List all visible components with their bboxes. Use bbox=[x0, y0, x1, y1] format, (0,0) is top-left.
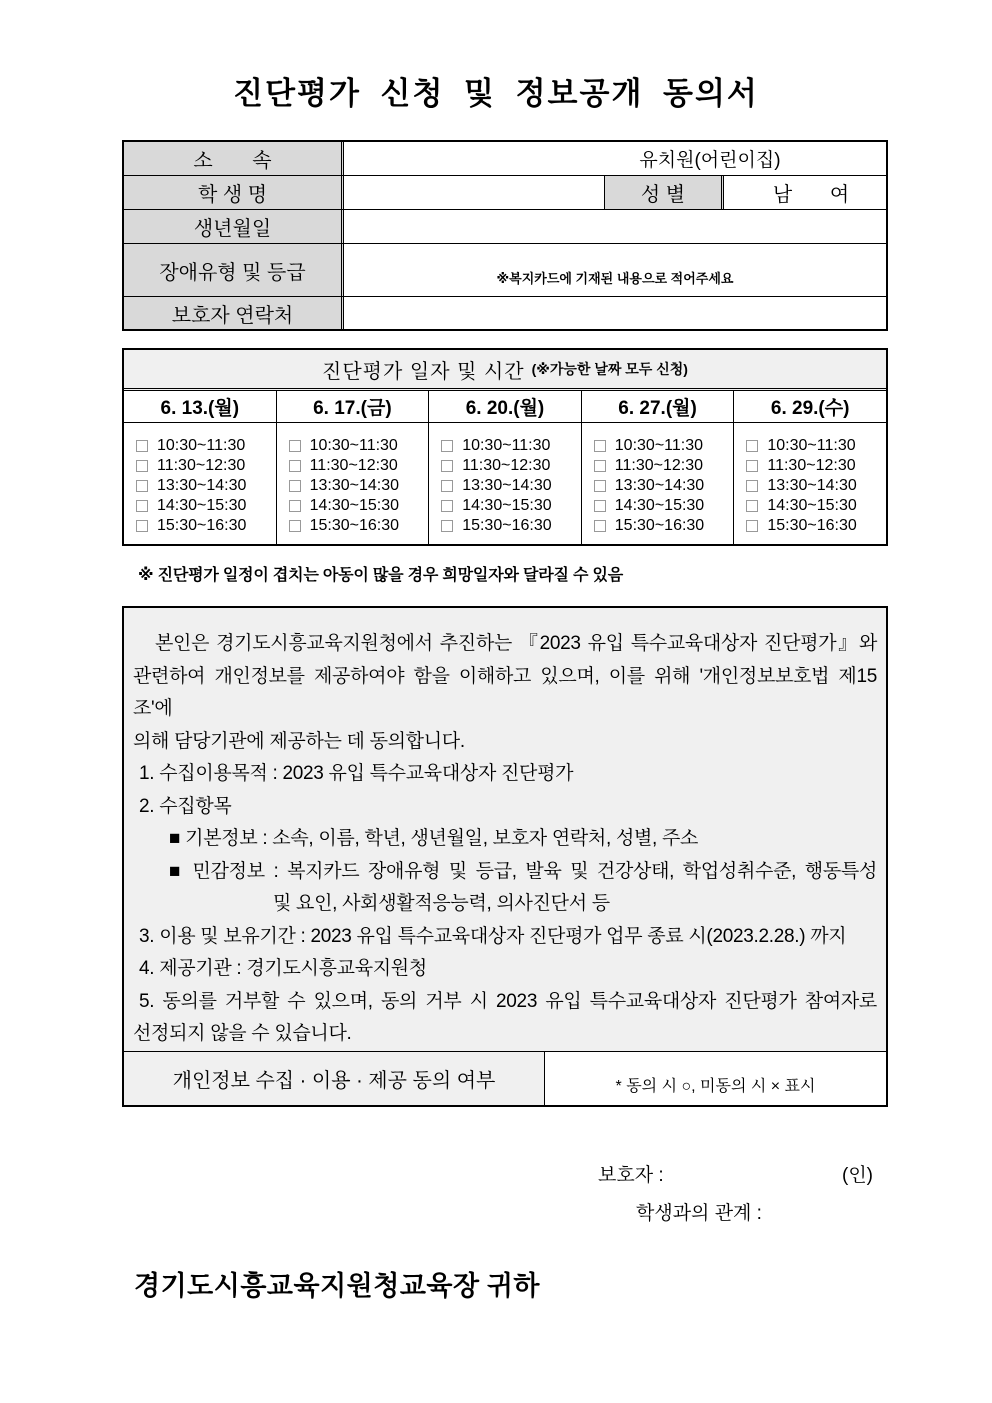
time-slot bbox=[746, 516, 886, 536]
affiliation-label: 소 속 bbox=[124, 142, 344, 175]
time-slot-checkbox[interactable] bbox=[441, 520, 453, 532]
date-header: 6. 13.(월) bbox=[124, 391, 276, 423]
time-slot-label: 11:30~12:30 bbox=[614, 457, 704, 474]
time-slot bbox=[746, 456, 886, 476]
consent-line: 4. 제공기관 : 경기도시흥교육지원청 bbox=[139, 958, 427, 979]
time-slot bbox=[136, 516, 276, 536]
consent-line: 의해 담당기관에 제공하는 데 동의합니다. bbox=[133, 730, 465, 752]
consent-line: 1. 수집이용목적 : 2023 유입 특수교육대상자 진단평가 bbox=[139, 763, 574, 784]
time-slot-list bbox=[429, 423, 581, 544]
consent-line: 본인은 경기도시흥교육지원청에서 추진하는 『2023 유입 특수교육대상자 진단평가』와 bbox=[155, 633, 877, 654]
schedule-columns bbox=[124, 391, 886, 544]
time-slot-label: 10:30~11:30 bbox=[614, 437, 704, 454]
recipient-line: 경기도시흥교육지원청교육장 귀하 bbox=[134, 1271, 540, 1301]
time-slot-label: 15:30~16:30 bbox=[462, 517, 552, 534]
time-slot-checkbox[interactable] bbox=[746, 460, 758, 472]
consent-line: 2. 수집항목 bbox=[139, 795, 232, 817]
time-slot-checkbox[interactable] bbox=[289, 520, 301, 532]
birth-date-row bbox=[124, 209, 886, 243]
time-slot-checkbox[interactable] bbox=[289, 480, 301, 492]
time-slot-label: 14:30~15:30 bbox=[462, 497, 552, 514]
time-slot-label: 15:30~16:30 bbox=[309, 517, 400, 534]
time-slot-checkbox[interactable] bbox=[136, 500, 148, 512]
time-slot bbox=[289, 476, 429, 496]
time-slot-label: 15:30~16:30 bbox=[614, 517, 705, 534]
schedule-column-4 bbox=[581, 391, 734, 544]
time-slot-label: 15:30~16:30 bbox=[157, 517, 247, 534]
guardian-contact-row bbox=[124, 296, 886, 329]
time-slot-checkbox[interactable] bbox=[289, 440, 301, 452]
time-slot bbox=[594, 436, 734, 456]
time-slot-label: 10:30~11:30 bbox=[309, 437, 398, 454]
time-slot-checkbox[interactable] bbox=[136, 480, 148, 492]
sex-label: 성 별 bbox=[604, 176, 724, 209]
consent-line: 5. 동의를 거부할 수 있으며, 동의 거부 시 2023 유입 특수교육대상자 진단평가 참여자로 bbox=[139, 990, 877, 1012]
student-name-row bbox=[124, 175, 886, 209]
time-slot-label: 11:30~12:30 bbox=[309, 457, 398, 474]
student-name-field[interactable] bbox=[344, 176, 604, 209]
sex-field bbox=[724, 176, 886, 209]
time-slot-checkbox[interactable] bbox=[594, 480, 606, 492]
time-slot-checkbox[interactable] bbox=[289, 500, 301, 512]
time-slot-list bbox=[734, 423, 886, 544]
time-slot-label: 10:30~11:30 bbox=[462, 437, 551, 454]
consent-line: 선정되지 않을 수 있습니다. bbox=[133, 1023, 352, 1044]
time-slot bbox=[136, 456, 276, 476]
time-slot-checkbox[interactable] bbox=[746, 500, 758, 512]
time-slot bbox=[594, 456, 734, 476]
time-slot-label: 13:30~14:30 bbox=[767, 477, 857, 494]
schedule-table bbox=[122, 348, 888, 546]
time-slot-checkbox[interactable] bbox=[746, 480, 758, 492]
date-header: 6. 29.(수) bbox=[734, 391, 886, 423]
time-slot bbox=[746, 496, 886, 516]
guardian-signature-label: 보호자 : bbox=[598, 1165, 664, 1186]
time-slot-checkbox[interactable] bbox=[441, 440, 453, 452]
student-name-label: 학 생 명 bbox=[124, 176, 344, 209]
time-slot bbox=[289, 456, 429, 476]
page-title: 진단평가 신청 및 정보공개 동의서 bbox=[233, 76, 759, 111]
schedule-title: 진단평가 일자 및 시간 bbox=[322, 360, 525, 383]
time-slot bbox=[136, 436, 276, 456]
time-slot bbox=[289, 496, 429, 516]
time-slot bbox=[441, 496, 581, 516]
time-slot bbox=[594, 516, 734, 536]
disability-label: 장애유형 및 등급 bbox=[124, 244, 344, 296]
time-slot-label: 14:30~15:30 bbox=[309, 497, 400, 514]
consent-line: ■ 기본정보 : 소속, 이름, 학년, 생년월일, 보호자 연락처, 성별, 주소 bbox=[169, 828, 699, 849]
consent-line: 관련하여 개인정보를 제공하여야 함을 이해하고 있으며, 이를 위해 '개인정보보호법 제15조'에 bbox=[133, 665, 877, 719]
affiliation-row bbox=[124, 142, 886, 175]
time-slot-label: 10:30~11:30 bbox=[767, 437, 856, 454]
time-slot-list bbox=[277, 423, 429, 544]
time-slot bbox=[441, 476, 581, 496]
time-slot-checkbox[interactable] bbox=[441, 480, 453, 492]
time-slot bbox=[289, 436, 429, 456]
sex-option-male[interactable]: 남 bbox=[772, 184, 793, 206]
time-slot-label: 13:30~14:30 bbox=[462, 477, 552, 494]
agree-row bbox=[124, 1051, 886, 1106]
birth-date-field[interactable] bbox=[344, 210, 886, 243]
consent-line: ■ 민감정보 : 복지카드 장애유형 및 등급, 발육 및 건강상태, 학업성취수준, 행동특성 bbox=[169, 860, 877, 882]
time-slot-label: 15:30~16:30 bbox=[767, 517, 857, 534]
agree-answer-field[interactable]: * 동의 시 ○, 미동의 시 × 표시 bbox=[545, 1052, 886, 1106]
student-info-table bbox=[122, 140, 888, 331]
time-slot-checkbox[interactable] bbox=[746, 520, 758, 532]
time-slot-list bbox=[124, 423, 276, 544]
time-slot-label: 11:30~12:30 bbox=[157, 457, 246, 474]
time-slot-label: 14:30~15:30 bbox=[614, 497, 705, 514]
time-slot bbox=[136, 496, 276, 516]
time-slot-checkbox[interactable] bbox=[289, 460, 301, 472]
schedule-footnote: ※ 진단평가 일정이 겹치는 아동이 많을 경우 희망일자와 달라질 수 있음 bbox=[138, 567, 623, 584]
affiliation-field[interactable]: 유치원(어린이집) bbox=[639, 150, 781, 171]
time-slot-checkbox[interactable] bbox=[594, 520, 606, 532]
time-slot-checkbox[interactable] bbox=[136, 460, 148, 472]
time-slot-label: 13:30~14:30 bbox=[157, 477, 247, 494]
consent-box bbox=[122, 606, 888, 1107]
guardian-contact-field[interactable] bbox=[344, 297, 886, 329]
time-slot bbox=[441, 436, 581, 456]
schedule-header bbox=[124, 350, 886, 391]
guardian-contact-label: 보호자 연락처 bbox=[124, 297, 344, 329]
time-slot-checkbox[interactable] bbox=[136, 520, 148, 532]
time-slot bbox=[746, 436, 886, 456]
time-slot bbox=[136, 476, 276, 496]
time-slot bbox=[594, 476, 734, 496]
sex-option-female[interactable]: 여 bbox=[829, 184, 850, 206]
time-slot bbox=[441, 456, 581, 476]
time-slot-checkbox[interactable] bbox=[441, 460, 453, 472]
disability-row bbox=[124, 243, 886, 296]
time-slot bbox=[594, 496, 734, 516]
time-slot-checkbox[interactable] bbox=[594, 500, 606, 512]
schedule-column-3 bbox=[428, 391, 581, 544]
birth-date-label: 생년월일 bbox=[124, 210, 344, 243]
time-slot-checkbox[interactable] bbox=[594, 460, 606, 472]
relation-label: 학생과의 관계 : bbox=[636, 1203, 762, 1224]
date-header: 6. 27.(월) bbox=[582, 391, 734, 423]
schedule-column-1 bbox=[124, 391, 276, 544]
time-slot bbox=[746, 476, 886, 496]
date-header: 6. 20.(월) bbox=[429, 391, 581, 423]
time-slot-label: 10:30~11:30 bbox=[157, 437, 246, 454]
time-slot-checkbox[interactable] bbox=[441, 500, 453, 512]
time-slot-label: 11:30~12:30 bbox=[767, 457, 856, 474]
consent-line: 3. 이용 및 보유기간 : 2023 유입 특수교육대상자 진단평가 업무 종료 시(2023.2.28.) 까지 bbox=[139, 925, 847, 947]
agree-label: 개인정보 수집 · 이용 · 제공 동의 여부 bbox=[124, 1052, 545, 1106]
time-slot-checkbox[interactable] bbox=[746, 440, 758, 452]
time-slot-label: 14:30~15:30 bbox=[157, 497, 247, 514]
date-header: 6. 17.(금) bbox=[277, 391, 429, 423]
time-slot-label: 14:30~15:30 bbox=[767, 497, 857, 514]
consent-text bbox=[124, 608, 886, 1051]
time-slot-label: 11:30~12:30 bbox=[462, 457, 551, 474]
disability-field[interactable]: ※복지카드에 기재된 내용으로 적어주세요 bbox=[496, 271, 734, 286]
schedule-title-note: (※가능한 날짜 모두 신청) bbox=[531, 361, 688, 377]
time-slot-label: 13:30~14:30 bbox=[614, 477, 705, 494]
consent-line: 및 요인, 사회생활적응능력, 의사진단서 등 bbox=[273, 893, 610, 914]
seal-label: (인) bbox=[842, 1165, 874, 1186]
time-slot-label: 13:30~14:30 bbox=[309, 477, 400, 494]
time-slot bbox=[289, 516, 429, 536]
time-slot-list bbox=[582, 423, 734, 544]
time-slot-checkbox[interactable] bbox=[136, 440, 148, 452]
time-slot bbox=[441, 516, 581, 536]
schedule-column-2 bbox=[276, 391, 429, 544]
time-slot-checkbox[interactable] bbox=[594, 440, 606, 452]
schedule-column-5 bbox=[733, 391, 886, 544]
